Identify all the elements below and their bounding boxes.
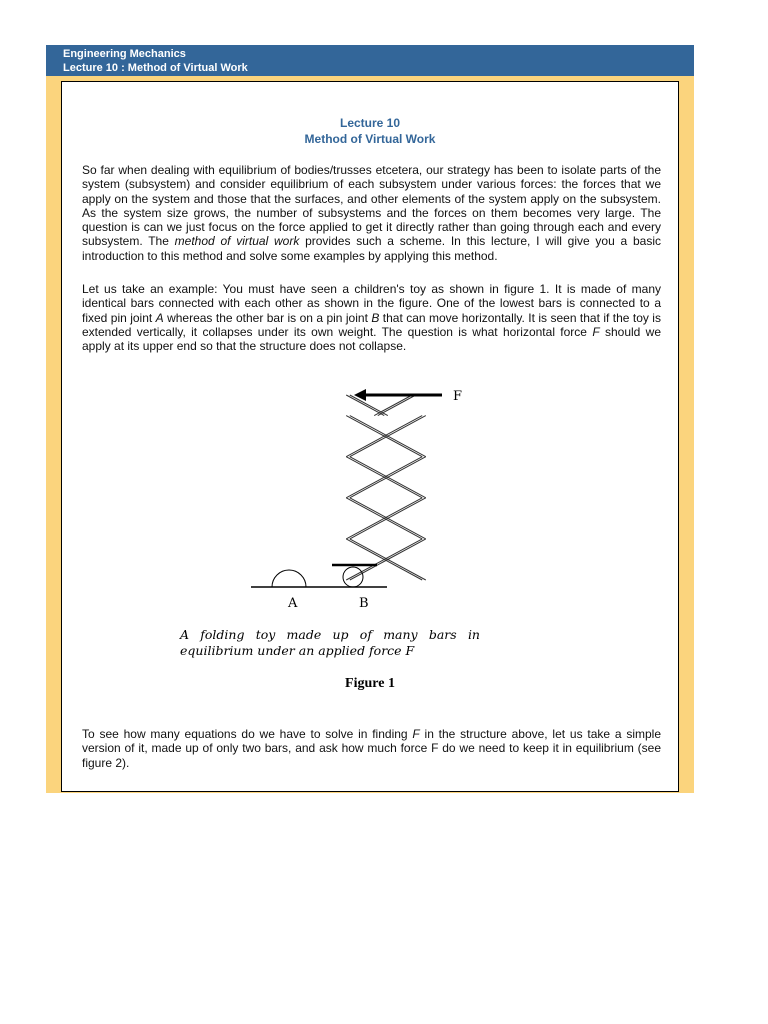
force-label: F (453, 389, 463, 404)
pin-joint-a (272, 570, 306, 587)
arrow-head (354, 389, 366, 401)
course-title: Engineering Mechanics (63, 48, 186, 60)
closing-paragraph: To see how many equations do we have to solve in finding F in the structure above, let us take a simple version of it, made up of only two bars, and ask how much force F do we need to keep it in equilibrium (see figure 2). (82, 727, 661, 770)
example-paragraph: Let us take an example: You must have seen a children's toy as shown in figure 1. It is made of many identical bars connected with each other as shown in the figure. One of the lowest bars is connected to a fixed pin joint A whereas the other bar is on a pin joint B that can move horizontally. It is seen that if the toy is extended vertically, it collapses under its own weight. The question is what horizontal force F should we apply at its upper end so that the structure does not collapse. (82, 282, 661, 354)
figure-caption: A folding toy made up of many bars in equilibrium under an applied force F (180, 627, 480, 658)
toy-bar (350, 395, 388, 416)
joint-b-label: B (359, 596, 369, 611)
method-term: method of virtual work (174, 234, 300, 249)
lecture-subtitle: Lecture 10 : Method of Virtual Work (63, 62, 248, 74)
toy-bar (374, 395, 412, 416)
folding-toy-figure (242, 382, 482, 612)
figure-number: Figure 1 (345, 676, 395, 691)
intro-paragraph: So far when dealing with equilibrium of bodies/trusses etcetera, our strategy has been to isolate parts of the system (subsystem) and consider equilibrium of each subsystem under various forces: the forces that we apply on the system and those that the surfaces, and other elements of the system apply on the subsystem. As the system size grows, the number of subsystems and the forces on them becomes very large. The question is can we just focus on the force applied to get it directly rather than going through each and every subsystem. The method of virtual work provides such a scheme. In this lecture, I will give you a basic introduction to this method and solve some examples by applying this method. (82, 163, 661, 263)
toy-bar (378, 395, 416, 416)
lecture-number: Lecture 10 (339, 116, 401, 130)
roller-b (343, 567, 363, 587)
content-panel (61, 81, 679, 792)
lecture-title: Method of Virtual Work (304, 132, 436, 146)
page-header (46, 45, 694, 76)
joint-a-label: A (288, 596, 298, 611)
